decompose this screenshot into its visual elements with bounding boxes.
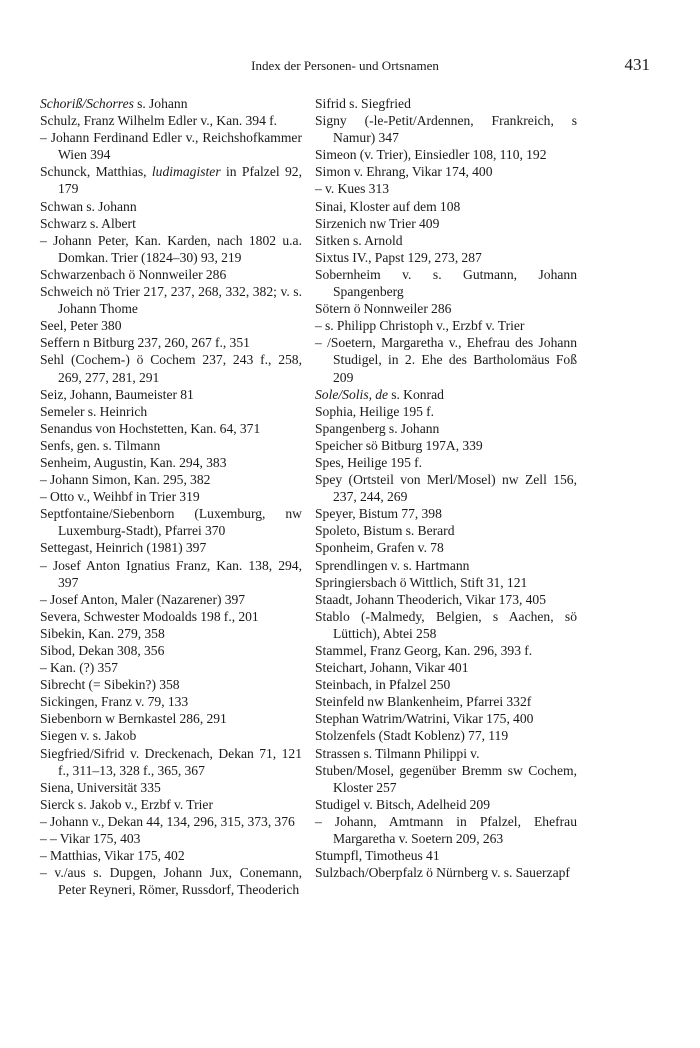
index-entry [40, 386, 302, 403]
index-entry-text: Speicher sö Bitburg 197A, 339 [315, 437, 483, 453]
index-entry [40, 693, 302, 710]
index-entry-text: Steichart, Johann, Vikar 401 [315, 660, 469, 676]
index-entry [315, 215, 577, 232]
index-entry [315, 522, 577, 539]
index-entry-text: Sponheim, Grafen v. 78 [315, 540, 444, 556]
index-entry [40, 710, 302, 727]
index-entry [40, 129, 302, 163]
index-entry [315, 505, 577, 522]
index-entry-text: – Johann v., Dekan 44, 134, 296, 315, 373, 376 [40, 813, 295, 829]
index-entry [40, 727, 302, 744]
index-entry-text: Strassen s. Tilmann Philippi v. [315, 745, 480, 761]
index-entry [315, 180, 577, 197]
index-entry [315, 163, 577, 180]
index-entry-text: Stephan Watrim/Watrini, Vikar 175, 400 [315, 711, 534, 727]
index-entry [315, 266, 577, 300]
index-entry-text: – Johann, Amtmann in Pfalzel, Ehefrau Margaretha v. Soetern 209, 263 [315, 813, 577, 847]
index-entry-text: Seffern n Bitburg 237, 260, 267 f., 351 [40, 335, 250, 351]
index-entry-text: Spoleto, Bistum s. Berard [315, 523, 455, 539]
index-entry [315, 386, 577, 403]
index-entry-text: Sifrid s. Siegfried [315, 96, 411, 111]
index-entry-text: Sickingen, Franz v. 79, 133 [40, 694, 189, 710]
index-entry-text: Stammel, Franz Georg, Kan. 296, 393 f. [315, 643, 533, 658]
index-entry [40, 317, 302, 334]
index-entry-text: s. Konrad [388, 386, 444, 402]
index-entry [40, 557, 302, 591]
index-entry-text: Spey (Ortsteil von Merl/Mosel) nw Zell 156, 237, 244, 269 [315, 472, 577, 505]
index-entry [315, 574, 577, 591]
index-entry [315, 249, 577, 266]
index-entry [315, 727, 577, 744]
index-entry [315, 471, 577, 505]
index-entry [40, 471, 302, 488]
index-entry-text: Sibod, Dekan 308, 356 [40, 643, 165, 658]
index-entry [40, 779, 302, 796]
index-entry [40, 847, 302, 864]
index-entry [315, 710, 577, 727]
index-entry [40, 437, 302, 454]
index-entry-italic: Sole/Solis, de [315, 386, 389, 402]
index-entry-text: Simon v. Ehrang, Vikar 174, 400 [315, 164, 493, 180]
index-entry-text: Sibekin, Kan. 279, 358 [40, 625, 165, 641]
index-entry-text: Stolzenfels (Stadt Koblenz) 77, 119 [315, 728, 509, 744]
index-entry [315, 659, 577, 676]
index-entry-text: – Matthias, Vikar 175, 402 [40, 848, 185, 864]
index-entry [315, 454, 577, 471]
index-entry-text: – Johann Ferdinand Edler v., Reichshofkammer Wien 394 [40, 130, 302, 163]
index-entry-text: Sitken s. Arnold [315, 232, 403, 248]
index-entry-text: Senfs, gen. s. Tilmann [40, 437, 161, 453]
index-entry [315, 403, 577, 420]
index-entry [40, 488, 302, 505]
index-entry [315, 420, 577, 437]
index-entry-text: – /Soetern, Margaretha v., Ehefrau des Johann Studigel, in 2. Ehe des Bartholomäus Foß 209 [315, 335, 577, 385]
index-entry-text: – s. Philipp Christoph v., Erzbf v. Trier [315, 318, 525, 334]
index-entry-text: Siegfried/Sifrid v. Dreckenach, Dekan 71, 121 f., 311–13, 328 f., 365, 367 [40, 745, 302, 778]
index-entry-text: Senandus von Hochstetten, Kan. 64, 371 [40, 420, 261, 436]
index-entry-text: Schweich nö Trier 217, 237, 268, 332, 382; v. s. Johann Thome [40, 284, 302, 317]
index-entry-text: Steinbach, in Pfalzel 250 [315, 677, 451, 693]
index-entry-text: Severa, Schwester Modoalds 198 f., 201 [40, 608, 259, 624]
index-entry-text: Seel, Peter 380 [40, 318, 122, 334]
index-entry-text: Settegast, Heinrich (1981) 397 [40, 540, 207, 556]
index-entry-text: Seiz, Johann, Baumeister 81 [40, 386, 194, 402]
index-entry-text: Sehl (Cochem-) ö Cochem 237, 243 f., 258, 269, 277, 281, 291 [40, 352, 302, 385]
index-entry [315, 112, 577, 146]
index-entry [315, 334, 577, 385]
index-entry-text: Stumpfl, Timotheus 41 [315, 848, 440, 864]
index-entry [40, 232, 302, 266]
index-entry-text: – Johann Peter, Kan. Karden, nach 1802 u.a. Domkan. Trier (1824–30) 93, 219 [40, 232, 302, 265]
running-head: Index der Personen- und Ortsnamen [251, 58, 439, 73]
page-number: 431 [624, 55, 650, 74]
index-entry-italic: ludimagister [151, 164, 221, 180]
index-entry-text: – Otto v., Weihbf in Trier 319 [40, 489, 200, 505]
index-entry-text: Sibrecht (= Sibekin?) 358 [40, 677, 180, 693]
index-entry [40, 334, 302, 351]
index-column-right [315, 95, 577, 881]
index-entry [40, 830, 302, 847]
index-entry-text: Steinfeld nw Blankenheim, Pfarrei 332f [315, 694, 532, 710]
index-entry [315, 591, 577, 608]
index-entry [40, 864, 302, 898]
index-entry-text: Spangenberg s. Johann [315, 420, 440, 436]
index-entry-text: Semeler s. Heinrich [40, 403, 148, 419]
index-entry-text: Sophia, Heilige 195 f. [315, 403, 435, 419]
index-entry-text: Sprendlingen v. s. Hartmann [315, 557, 470, 573]
index-entry [40, 163, 302, 197]
index-entry [315, 557, 577, 574]
index-entry-text: Sinai, Kloster auf dem 108 [315, 198, 461, 214]
index-entry [40, 813, 302, 830]
index-entry [315, 608, 577, 642]
index-entry [315, 796, 577, 813]
index-entry-text: – Johann Simon, Kan. 295, 382 [40, 472, 211, 488]
index-entry-text: Siena, Universität 335 [40, 779, 161, 795]
index-entry-text: Sötern ö Nonnweiler 286 [315, 301, 452, 317]
index-entry [40, 215, 302, 232]
index-entry [315, 864, 577, 881]
index-entry [40, 659, 302, 676]
index-entry [40, 796, 302, 813]
index-entry [315, 813, 577, 847]
index-entry [40, 403, 302, 420]
index-entry [40, 642, 302, 659]
index-entry [315, 198, 577, 215]
index-entry [315, 745, 577, 762]
index-entry [315, 642, 577, 659]
index-entry-text: Sirzenich nw Trier 409 [315, 215, 440, 231]
index-entry-text: Septfontaine/Siebenborn (Luxemburg, nw Luxemburg-Stadt), Pfarrei 370 [40, 506, 302, 539]
index-entry-text: Schwarz s. Albert [40, 215, 136, 231]
index-entry [40, 608, 302, 625]
index-entry [40, 745, 302, 779]
index-entry-text: Studigel v. Bitsch, Adelheid 209 [315, 796, 491, 812]
index-entry-text: Siegen v. s. Jakob [40, 728, 137, 744]
index-entry-text: Stuben/Mosel, gegenüber Bremm sw Cochem, Kloster 257 [315, 762, 577, 795]
index-entry-text: – Kan. (?) 357 [40, 660, 118, 676]
index-entry [315, 300, 577, 317]
index-entry-text: Senheim, Augustin, Kan. 294, 383 [40, 454, 227, 470]
index-entry [40, 505, 302, 539]
index-entry [315, 762, 577, 796]
index-entry [315, 847, 577, 864]
index-entry-text: – – Vikar 175, 403 [40, 831, 141, 847]
index-entry [315, 317, 577, 334]
index-entry [40, 351, 302, 385]
index-entry [315, 693, 577, 710]
index-entry [315, 437, 577, 454]
index-entry [40, 266, 302, 283]
index-entry-text: Staadt, Johann Theoderich, Vikar 173, 405 [315, 591, 546, 607]
index-entry-text: Schunck, Matthias, [40, 164, 152, 180]
index-entry-text: Schulz, Franz Wilhelm Edler v., Kan. 394 f. [40, 113, 278, 129]
page-header [40, 55, 650, 77]
index-entry [40, 95, 302, 112]
index-entry-text: – Josef Anton, Maler (Nazarener) 397 [40, 591, 246, 607]
index-entry [40, 625, 302, 642]
index-entry-text: Speyer, Bistum 77, 398 [315, 506, 442, 522]
index-entry-text: Simeon (v. Trier), Einsiedler 108, 110, 192 [315, 147, 547, 163]
index-entry-text: Sobernheim v. s. Gutmann, Johann Spangenberg [315, 266, 577, 300]
index-entry-text: Sierck s. Jakob v., Erzbf v. Trier [40, 796, 213, 812]
index-entry-text: – Josef Anton Ignatius Franz, Kan. 138, 294, 397 [40, 557, 302, 590]
index-entry-text: in Pfalzel 92, 179 [58, 164, 302, 197]
index-entry [40, 198, 302, 215]
index-column-left [40, 95, 302, 898]
index-entry-italic: Schoriß/Schorres [40, 96, 134, 111]
index-entry [315, 95, 577, 112]
index-entry [40, 112, 302, 129]
index-entry [40, 454, 302, 471]
index-entry-text: Schwan s. Johann [40, 198, 137, 214]
index-entry-text: – v./aus s. Dupgen, Johann Jux, Conemann, Peter Reyneri, Römer, Russdorf, Theoderich [40, 865, 302, 898]
index-entry-text: – v. Kues 313 [315, 181, 390, 197]
index-entry-text: Sulzbach/Oberpfalz ö Nürnberg v. s. Sauerzapf [315, 865, 570, 881]
index-entry-text: Spes, Heilige 195 f. [315, 454, 423, 470]
index-entry [315, 676, 577, 693]
index-entry [40, 283, 302, 317]
index-entry-text: Stablo (-Malmedy, Belgien, s Aachen, sö Lüttich), Abtei 258 [315, 608, 577, 641]
index-entry-text: Siebenborn w Bernkastel 286, 291 [40, 711, 227, 727]
index-entry [315, 232, 577, 249]
index-entry [40, 539, 302, 556]
index-entry [315, 146, 577, 163]
index-entry-text: s. Johann [133, 96, 188, 111]
index-entry-text: Springiersbach ö Wittlich, Stift 31, 121 [315, 574, 528, 590]
index-entry-text: Sixtus IV., Papst 129, 273, 287 [315, 249, 482, 265]
index-entry [40, 676, 302, 693]
index-entry [40, 420, 302, 437]
index-entry-text: Schwarzenbach ö Nonnweiler 286 [40, 266, 227, 282]
index-entry [315, 539, 577, 556]
index-entry [40, 591, 302, 608]
index-entry-text: Signy (-le-Petit/Ardennen, Frankreich, s Namur) 347 [315, 113, 577, 146]
